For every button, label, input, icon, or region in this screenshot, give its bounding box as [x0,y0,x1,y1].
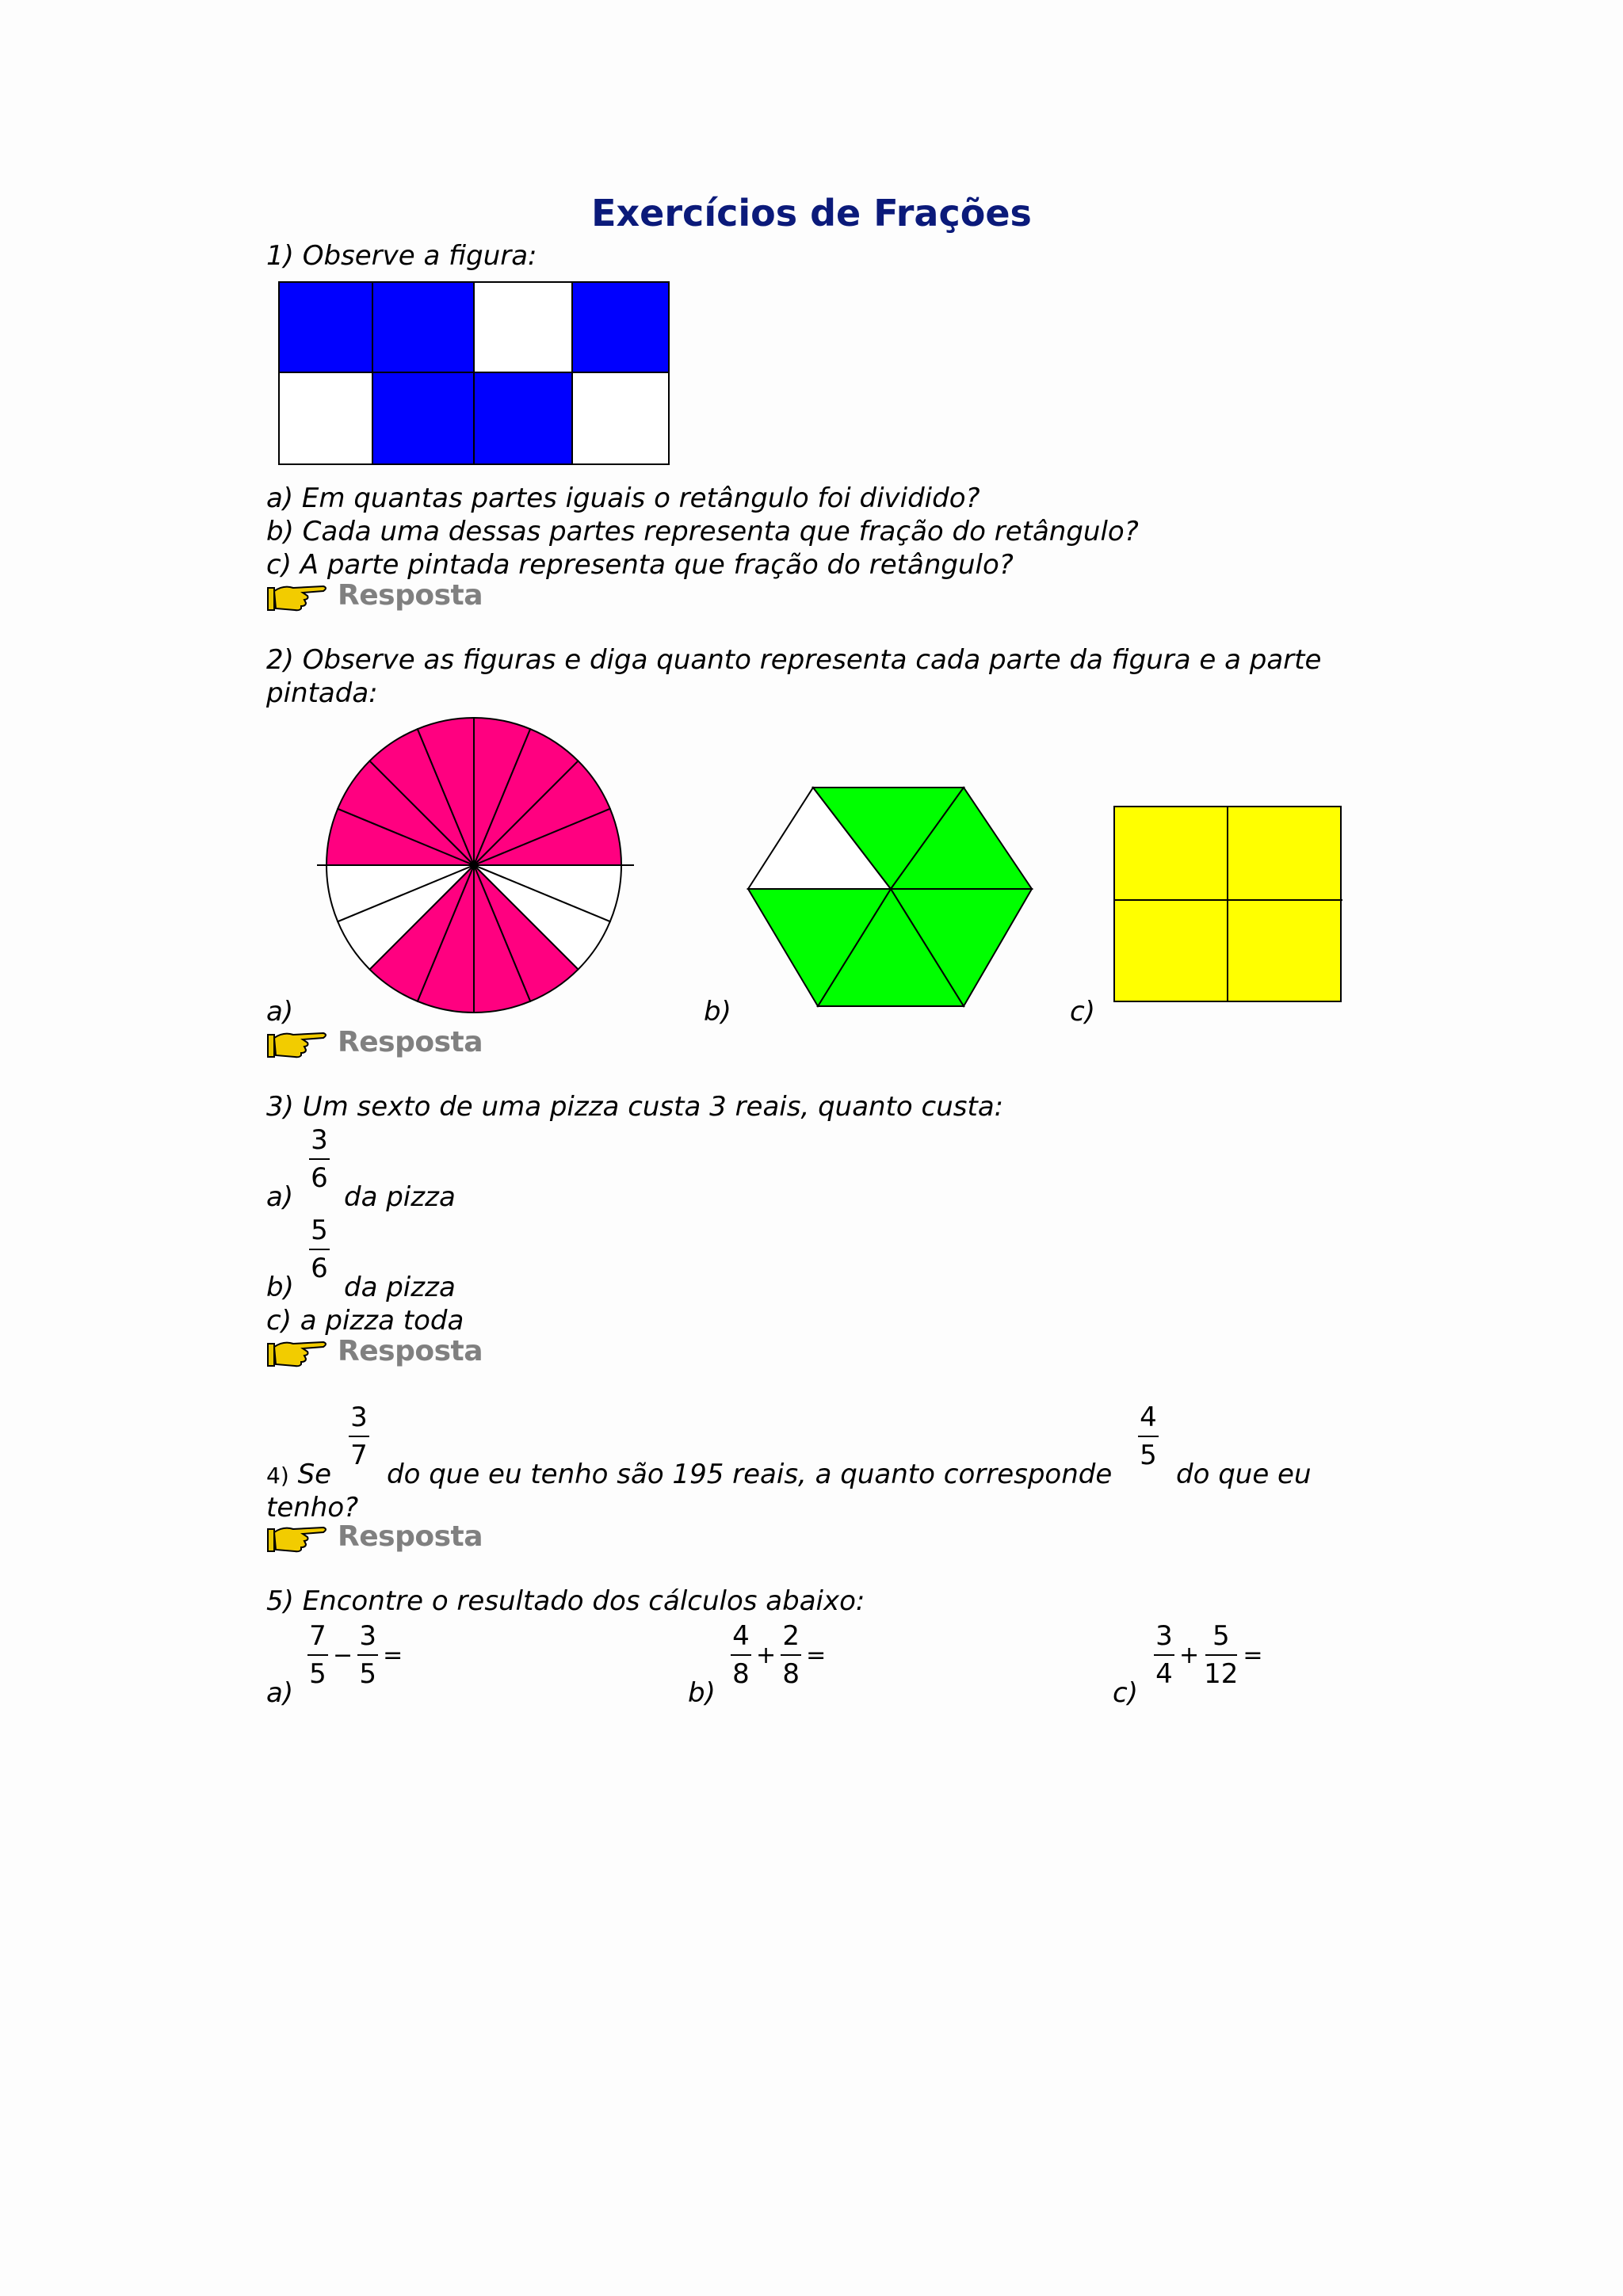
page-title: Exercícios de Frações [591,192,1032,235]
q4-line2: tenho? [266,1492,359,1524]
q4-mid: do que eu tenho são 195 reais, a quanto corresponde [387,1459,1113,1490]
resposta-label: Resposta [338,1334,483,1367]
q2-prompt-line2: pintada: [266,677,378,709]
shaded-cell [372,372,474,464]
q2-label-c: c) [1070,996,1095,1028]
resposta-label: Resposta [338,1520,483,1553]
q5-a-expression [307,1621,403,1689]
q3-a-label: a) [266,1181,294,1213]
q2-hexagon-figure [745,783,1035,1009]
blank-cell [572,372,669,464]
shaded-cell [572,282,669,372]
denominator: 7 [350,1440,368,1471]
q1-item-a: a) Em quantas partes iguais o retângulo foi dividido? [266,482,980,514]
q1-item-c: c) A parte pintada representa que fração do retângulo? [266,549,1014,581]
fraction [1154,1621,1174,1689]
resposta-label: Resposta [338,578,483,612]
numerator: 5 [311,1215,328,1246]
numerator: 3 [359,1620,376,1652]
fraction [731,1621,751,1689]
q2-prompt-line1: 2) Observe as figuras e diga quanto representa cada parte da figura e a parte [266,644,1322,676]
q4-fraction-1 [349,1402,369,1470]
fraction [1204,1621,1238,1689]
q1-prompt: 1) Observe a figura: [266,240,537,272]
shaded-cell [279,282,372,372]
operator: + [1179,1641,1200,1669]
q2-resposta-link[interactable] [266,1025,483,1058]
shaded-cell [372,282,474,372]
numerator: 3 [311,1124,328,1156]
q4-pre: Se [297,1459,332,1490]
q3-b-fraction [309,1215,330,1283]
q4-fraction-2 [1138,1402,1159,1470]
numerator: 4 [732,1620,750,1652]
q3-a-fraction [309,1125,330,1193]
pointing-hand-icon [266,1025,330,1058]
equals-sign: = [806,1641,827,1669]
numerator: 3 [1155,1620,1173,1652]
pointing-hand-icon [266,1334,330,1367]
denominator: 5 [359,1658,376,1690]
q3-b-label: b) [266,1272,294,1303]
q1-resposta-link[interactable] [266,578,483,612]
q5-a-label: a) [266,1677,294,1709]
denominator: 6 [311,1253,328,1284]
q3-b-text: da pizza [344,1272,456,1303]
numerator: 4 [1140,1402,1157,1433]
denominator: 4 [1155,1658,1173,1690]
pointing-hand-icon [266,1520,330,1553]
fraction [357,1621,378,1689]
pointing-hand-icon [266,578,330,612]
numerator: 7 [309,1620,327,1652]
q4-post: do que eu [1176,1459,1312,1490]
numerator: 5 [1212,1620,1230,1652]
denominator: 12 [1204,1658,1239,1690]
q4-resposta-link[interactable] [266,1520,483,1553]
q3-prompt: 3) Um sexto de uma pizza custa 3 reais, quanto custa: [266,1091,1004,1123]
q4-line1 [266,1458,331,1493]
denominator: 5 [309,1658,327,1690]
operator: − [333,1641,353,1669]
q1-rectangle-figure [277,280,670,466]
equals-sign: = [1243,1641,1263,1669]
q5-b-expression [731,1621,826,1689]
q4-number: 4) [266,1463,289,1489]
q5-c-label: c) [1113,1677,1138,1709]
denominator: 5 [1140,1440,1157,1471]
equals-sign: = [383,1641,403,1669]
q2-square-figure [1109,802,1344,1005]
denominator: 6 [311,1162,328,1194]
operator: + [756,1641,777,1669]
q3-resposta-link[interactable] [266,1334,483,1367]
denominator: 8 [732,1658,750,1690]
blank-cell [474,282,572,372]
q5-b-label: b) [688,1677,716,1709]
q1-item-b: b) Cada uma dessas partes representa que fração do retângulo? [266,516,1139,547]
q5-c-expression [1154,1621,1263,1689]
q2-label-a: a) [266,996,294,1028]
numerator: 3 [350,1402,368,1433]
q2-label-b: b) [704,996,731,1028]
q3-a-text: da pizza [344,1181,456,1213]
resposta-label: Resposta [338,1025,483,1058]
fraction [307,1621,328,1689]
shaded-cell [474,372,572,464]
q5-prompt: 5) Encontre o resultado dos cálculos abaixo: [266,1585,865,1617]
blank-cell [279,372,372,464]
denominator: 8 [782,1658,800,1690]
q2-circle-figure [317,711,634,1020]
q3-c-text: c) a pizza toda [266,1305,464,1337]
fraction [781,1621,801,1689]
numerator: 2 [782,1620,800,1652]
